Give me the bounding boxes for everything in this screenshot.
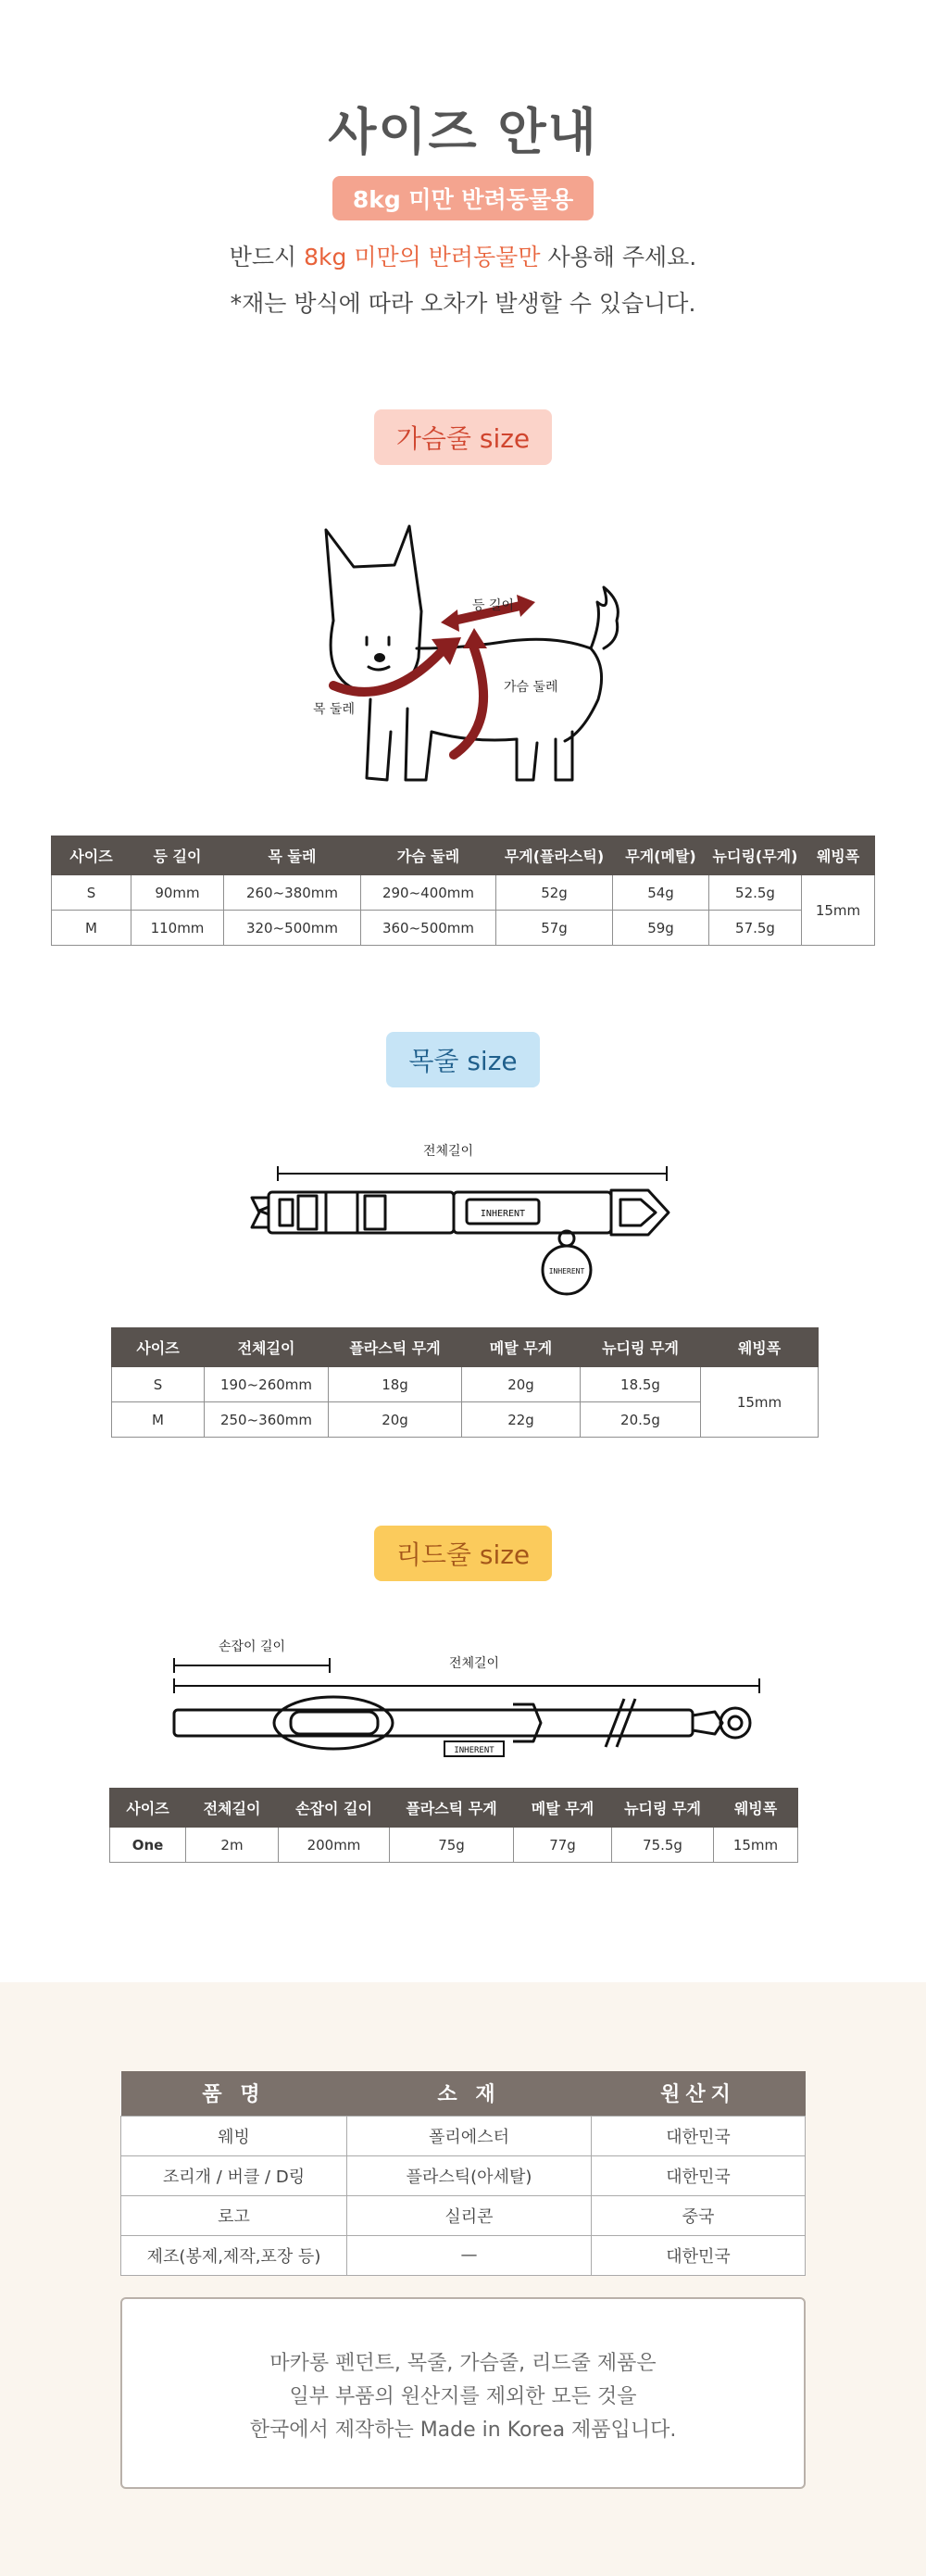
table-header-cell: 뉴디링 무게: [581, 1328, 701, 1367]
table-cell: 웨빙: [121, 2116, 347, 2155]
table-row: [52, 875, 875, 911]
table-cell: 20.5g: [581, 1402, 701, 1438]
table-cell: 54g: [613, 875, 709, 911]
table-header-cell: 손잡이 길이: [279, 1789, 390, 1828]
table-cell: 250~360mm: [205, 1402, 329, 1438]
table-row: [121, 2235, 806, 2275]
table-cell: 360~500mm: [361, 911, 496, 946]
leash-brand-tag: INHERENT: [454, 1746, 494, 1755]
table-header-row: [121, 2071, 806, 2116]
table-cell: 75.5g: [612, 1828, 714, 1863]
table-header-cell: 사이즈: [52, 836, 131, 875]
table-cell: 57.5g: [709, 911, 802, 946]
table-header-cell: 소 재: [347, 2071, 592, 2116]
table-header-cell: 플라스틱 무게: [329, 1328, 462, 1367]
table-row: [110, 1828, 798, 1863]
table-cell: 22g: [462, 1402, 581, 1438]
harness-dog-illustration: [278, 509, 648, 806]
notice-post: 사용해 주세요.: [540, 244, 697, 270]
leash-size-badge: 리드줄 size: [374, 1526, 552, 1581]
table-cell: M: [52, 911, 131, 946]
collar-illustration: [241, 1135, 685, 1297]
chest-girth-label: 가슴 둘레: [504, 680, 558, 695]
table-row: [121, 2116, 806, 2155]
table-header-row: [112, 1328, 819, 1367]
table-cell: 90mm: [131, 875, 224, 911]
table-cell: S: [52, 875, 131, 911]
table-cell: 290~400mm: [361, 875, 496, 911]
note-line-2: 일부 부품의 원산지를 제외한 모든 것을: [289, 2385, 637, 2408]
table-header-cell: 사이즈: [112, 1328, 205, 1367]
table-header-cell: 무게(플라스틱): [496, 836, 613, 875]
page-title: 사이즈 안내: [328, 103, 598, 161]
table-cell: 190~260mm: [205, 1367, 329, 1402]
table-cell: 플라스틱(아세탈): [347, 2155, 592, 2195]
note-line-3: 한국에서 제작하는 Made in Korea 제품입니다.: [249, 2419, 677, 2442]
table-cell: 15mm: [714, 1828, 798, 1863]
table-cell: 대한민국: [592, 2116, 806, 2155]
table-cell: 조리개 / 버클 / D링: [121, 2155, 347, 2195]
leash-total-length-label: 전체길이: [448, 1656, 500, 1671]
table-cell: 77g: [514, 1828, 612, 1863]
table-header-cell: 뉴디링(무게): [709, 836, 802, 875]
table-cell: 52.5g: [709, 875, 802, 911]
webbing-width-cell: 15mm: [701, 1367, 819, 1438]
table-header-cell: 웨빙폭: [701, 1328, 819, 1367]
collar-size-table: [111, 1327, 819, 1438]
table-cell: —: [347, 2235, 592, 2275]
table-cell: 200mm: [279, 1828, 390, 1863]
collar-size-badge: 목줄 size: [386, 1032, 539, 1087]
neck-girth-label: 목 둘레: [313, 702, 356, 717]
table-cell: 18.5g: [581, 1367, 701, 1402]
table-header-cell: 전체길이: [186, 1789, 279, 1828]
table-row: [112, 1367, 819, 1402]
table-cell: 제조(봉제,제작,포장 등): [121, 2235, 347, 2275]
table-cell: 대한민국: [592, 2155, 806, 2195]
made-in-korea-note: [120, 2297, 806, 2489]
back-length-label: 등 길이: [472, 598, 515, 613]
leash-badge-wrap: [0, 1526, 926, 1581]
table-header-cell: 등 길이: [131, 836, 224, 875]
harness-badge-wrap: [0, 409, 926, 465]
leash-size-table: [109, 1788, 798, 1863]
table-cell: 52g: [496, 875, 613, 911]
collar-badge-wrap: [0, 1032, 926, 1087]
table-cell: 중국: [592, 2195, 806, 2235]
weight-badge-wrap: [0, 176, 926, 220]
handle-length-label: 손잡이 길이: [218, 1640, 286, 1654]
harness-size-table: [51, 836, 875, 946]
table-cell: 260~380mm: [224, 875, 361, 911]
table-cell: 320~500mm: [224, 911, 361, 946]
table-row: [121, 2155, 806, 2195]
table-cell: 59g: [613, 911, 709, 946]
table-header-cell: 사이즈: [110, 1789, 186, 1828]
table-cell: 대한민국: [592, 2235, 806, 2275]
table-header-cell: 가슴 둘레: [361, 836, 496, 875]
table-cell: S: [112, 1367, 205, 1402]
table-header-cell: 웨빙폭: [714, 1789, 798, 1828]
table-header-cell: 원산지: [592, 2071, 806, 2116]
notice-highlight: 8kg 미만의 반려동물만: [304, 244, 541, 270]
table-header-cell: 뉴디링 무게: [612, 1789, 714, 1828]
origin-table: [120, 2071, 806, 2276]
table-header-cell: 메탈 무게: [514, 1789, 612, 1828]
table-cell: 실리콘: [347, 2195, 592, 2235]
table-cell: 75g: [390, 1828, 514, 1863]
collar-brand-tag: INHERENT: [480, 1209, 526, 1219]
table-cell: 20g: [462, 1367, 581, 1402]
table-row: [121, 2195, 806, 2235]
weight-badge: 8kg 미만 반려동물용: [332, 176, 594, 220]
table-row: [52, 911, 875, 946]
notice-line-2: *재는 방식에 따라 오차가 발생할 수 있습니다.: [230, 290, 696, 317]
table-cell: 110mm: [131, 911, 224, 946]
table-header-cell: 품 명: [121, 2071, 347, 2116]
table-header-cell: 전체길이: [205, 1328, 329, 1367]
pendant-brand-tag: INHERENT: [548, 1267, 585, 1275]
harness-size-badge: 가슴줄 size: [374, 409, 552, 465]
notice-pre: 반드시: [229, 244, 305, 270]
table-cell: 18g: [329, 1367, 462, 1402]
table-header-row: [110, 1789, 798, 1828]
collar-total-length-label: 전체길이: [422, 1144, 474, 1159]
table-cell: 57g: [496, 911, 613, 946]
table-cell: M: [112, 1402, 205, 1438]
notice-line-1: [0, 239, 926, 272]
note-line-1: 마카롱 펜던트, 목줄, 가슴줄, 리드줄 제품은: [269, 2352, 657, 2375]
table-cell: 폴리에스터: [347, 2116, 592, 2155]
table-cell: 로고: [121, 2195, 347, 2235]
leash-illustration: [167, 1632, 778, 1762]
webbing-width-cell: 15mm: [802, 875, 875, 946]
table-header-cell: 무게(메탈): [613, 836, 709, 875]
table-cell: One: [110, 1828, 186, 1863]
table-header-cell: 플라스틱 무게: [390, 1789, 514, 1828]
table-header-cell: 메탈 무게: [462, 1328, 581, 1367]
table-cell: 20g: [329, 1402, 462, 1438]
table-header-cell: 웨빙폭: [802, 836, 875, 875]
table-cell: 2m: [186, 1828, 279, 1863]
table-header-cell: 목 둘레: [224, 836, 361, 875]
table-header-row: [52, 836, 875, 875]
